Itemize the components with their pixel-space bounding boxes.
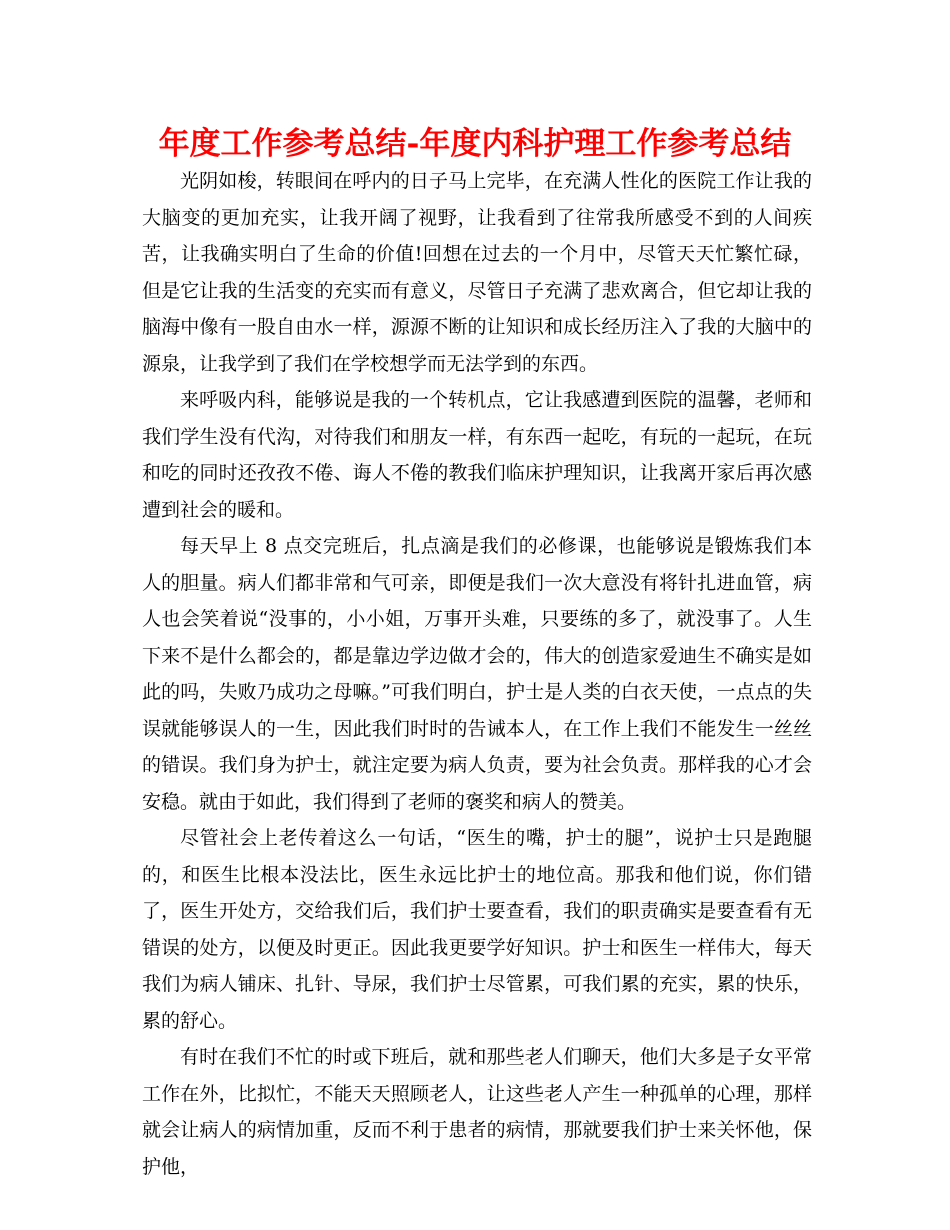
paragraph: 尽管社会上老传着这么一句话，“医生的嘴，护士的腿”，说护士只是跑腿的，和医生比根本没法比，医生永远比护士的地位高。那我和他们说，你们错了，医生开处方，交给我们后，我们护士要查看，我们的职责确实是要查看有无错误的处方，以便及时更正。因此我更要学好知识。护士和医生一样伟大，每天我们为病人铺床、扎针、导尿，我们护士尽管累，可我们累的充实，累的快乐，累的舒心。 [142, 827, 812, 1032]
paragraph: 有时在我们不忙的时或下班后，就和那些老人们聊天，他们大多是子女平常工作在外，比拟忙，不能天天照顾老人，让这些老人产生一种孤单的心理，那样就会让病人的病情加重，反而不利于患者的病情，那就要我们护士来关怀他，保护他， [142, 1046, 812, 1178]
document-title: 年度工作参考总结-年度内科护理工作参考总结 [158, 126, 792, 162]
paragraph: 每天早上 8 点交完班后，扎点滴是我们的必修课，也能够说是锻炼我们本人的胆量。病人们都非常和气可亲，即便是我们一次大意没有将针扎进血管，病人也会笑着说“没事的，小小姐，万事开头难，只要练的多了，就没事了。人生下来不是什么都会的，都是靠边学边做才会的，伟大的创造家爱迪生不确实是如此的吗，失败乃成功之母嘛。”可我们明白，护士是人类的白衣天使，一点点的失误就能够误人的一生，因此我们时时的告诫本人，在工作上我们不能发生一丝丝的错误。我们身为护士，就注定要为病人负责，要为社会负责。那样我的心才会安稳。就由于如此，我们得到了老师的褒奖和病人的赞美。 [142, 535, 812, 813]
paragraph: 光阴如梭，转眼间在呼内的日子马上完毕，在充满人性化的医院工作让我的大脑变的更加充实，让我开阔了视野，让我看到了往常我所感受不到的人间疾苦，让我确实明白了生命的价值!回想在过去的一个月中，尽管天天忙繁忙碌，但是它让我的生活变的充实而有意义，尽管日子充满了悲欢离合，但它却让我的脑海中像有一股自由水一样，源源不断的让知识和成长经历注入了我的大脑中的源泉，让我学到了我们在学校想学而无法学到的东西。 [142, 170, 812, 375]
document-body [142, 163, 812, 1185]
paragraph: 来呼吸内科，能够说是我的一个转机点，它让我感遭到医院的温馨，老师和我们学生没有代沟，对待我们和朋友一样，有东西一起吃，有玩的一起玩，在玩和吃的同时还孜孜不倦、诲人不倦的教我们临床护理知识，让我离开家后再次感遭到社会的暖和。 [142, 389, 812, 521]
